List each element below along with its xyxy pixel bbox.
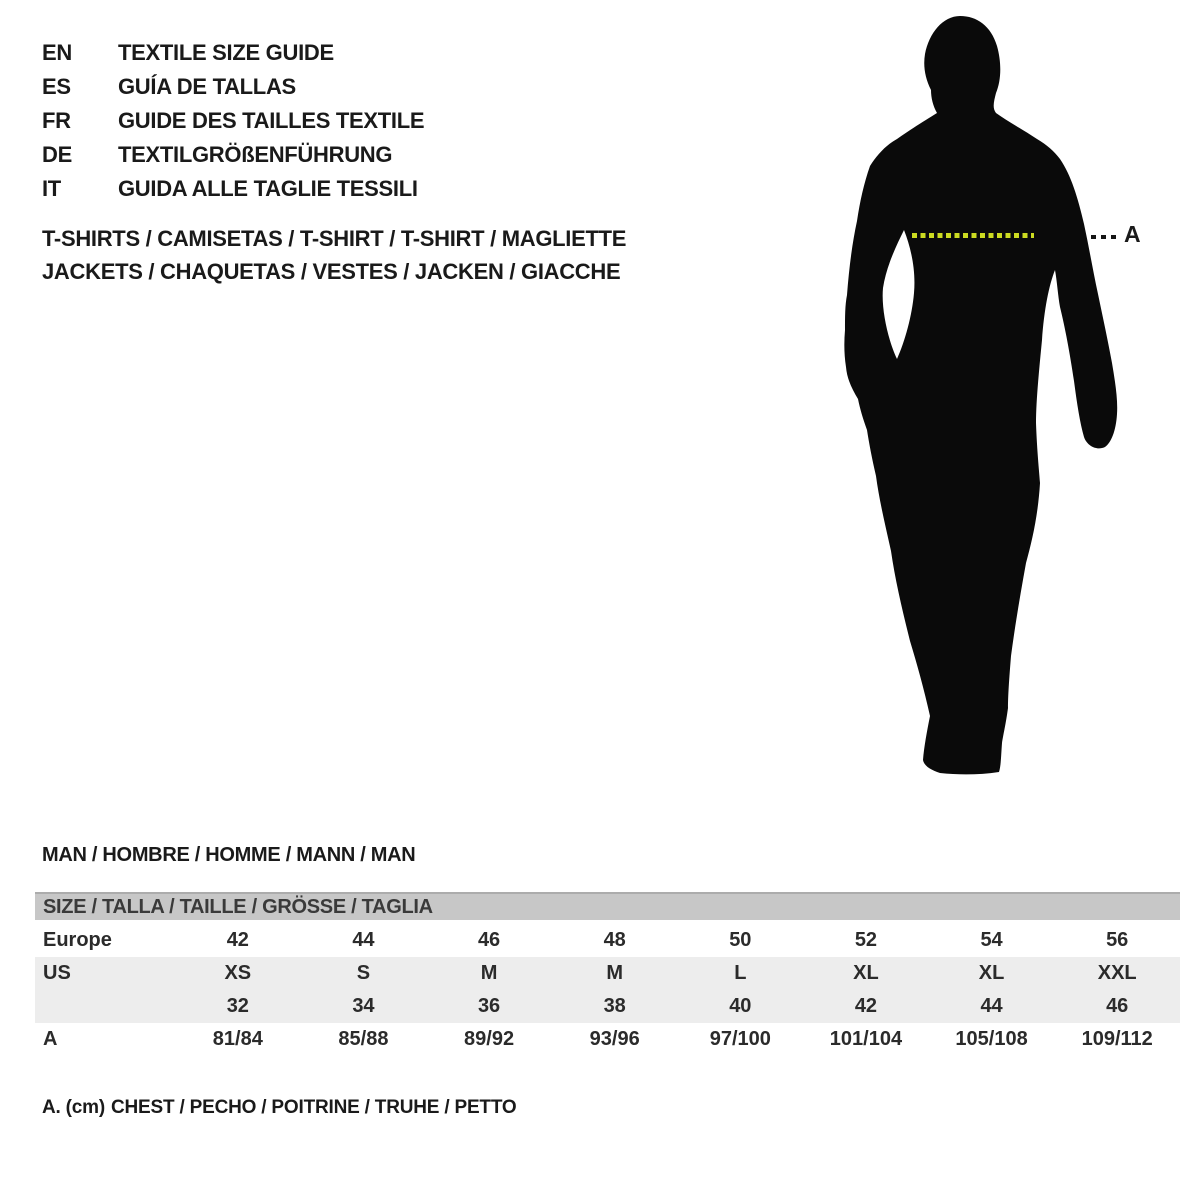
measure-label-a: A (1124, 221, 1141, 247)
language-row (42, 172, 424, 206)
language-code: IT (42, 176, 61, 201)
table-cell: 105/108 (955, 1028, 1028, 1050)
size-table (35, 892, 1180, 1056)
table-cell: 81/84 (212, 1028, 263, 1050)
table-cell: 32 (226, 995, 249, 1017)
language-row (42, 70, 424, 104)
table-cell: 44 (980, 995, 1003, 1017)
language-row (42, 138, 424, 172)
size-table-body (35, 924, 1180, 1056)
table-cell: 85/88 (338, 1028, 389, 1050)
language-row (42, 36, 424, 70)
table-cell: 52 (854, 929, 878, 951)
table-cell: 42 (854, 995, 878, 1017)
table-row-numeric (35, 990, 1180, 1023)
section-title-man: MAN / HOMBRE / HOMME / MANN / MAN (42, 844, 416, 866)
language-title: TEXTILE SIZE GUIDE (118, 40, 334, 65)
table-cell: 97/100 (709, 1028, 771, 1050)
table-cell: S (356, 962, 371, 984)
table-band (35, 957, 1180, 1023)
table-cell: 34 (352, 995, 375, 1017)
table-cell: 93/96 (589, 1028, 640, 1050)
table-cell: 42 (226, 929, 249, 951)
size-table-header-label: SIZE / TALLA / TAILLE / GRÖSSE / TAGLIA (43, 895, 433, 918)
table-row-europe (35, 924, 1180, 957)
category-line-tshirts: T-SHIRTS / CAMISETAS / T-SHIRT / T-SHIRT / MAGLIETTE (42, 226, 627, 251)
table-cell: 48 (603, 929, 626, 951)
table-cell: 101/104 (829, 1028, 903, 1050)
size-table-header (35, 892, 1180, 920)
table-cell: 40 (729, 995, 752, 1017)
language-title: TEXTILGRÖßENFÜHRUNG (118, 142, 393, 167)
table-cell: 44 (352, 929, 375, 951)
table-cell: XL (853, 962, 879, 984)
table-row-chest-a (35, 1023, 1180, 1056)
row-label: US (43, 962, 71, 984)
measure-callout-dashes (1091, 235, 1121, 239)
language-code: FR (42, 108, 71, 133)
table-cell: 46 (1106, 995, 1129, 1017)
footnote-prefix: A. (cm) (42, 1097, 105, 1118)
row-label: A (43, 1028, 58, 1050)
language-code: DE (42, 142, 72, 167)
table-cell: 38 (603, 995, 626, 1017)
table-cell: XXL (1097, 962, 1137, 984)
row-label: Europe (43, 929, 112, 951)
garment-categories (42, 222, 626, 288)
table-cell: XL (978, 962, 1005, 984)
man-silhouette-image (840, 10, 1120, 790)
language-code: EN (42, 40, 72, 65)
table-cell: 54 (980, 929, 1003, 951)
table-cell: 36 (477, 995, 501, 1017)
language-code: ES (42, 74, 71, 99)
table-cell: 89/92 (464, 1028, 515, 1050)
language-row (42, 104, 424, 138)
language-title: GUÍA DE TALLAS (118, 74, 296, 99)
category-line-jackets: JACKETS / CHAQUETAS / VESTES / JACKEN / GIACCHE (42, 259, 621, 284)
table-cell: L (734, 962, 747, 984)
language-list (42, 36, 424, 206)
table-cell: 50 (729, 929, 752, 951)
table-cell: M (606, 962, 624, 984)
footnote-text: CHEST / PECHO / POITRINE / TRUHE / PETTO (111, 1097, 517, 1118)
table-cell: XS (224, 962, 252, 984)
language-title: GUIDE DES TAILLES TEXTILE (118, 108, 425, 133)
table-cell: 46 (477, 929, 501, 951)
measure-footnote (42, 1097, 516, 1119)
table-row-us (35, 957, 1180, 990)
table-cell: 109/112 (1081, 1028, 1153, 1050)
table-cell: M (480, 962, 498, 984)
language-title: GUIDA ALLE TAGLIE TESSILI (118, 176, 418, 201)
chest-measure-dotted-line (912, 233, 1034, 238)
table-cell: 56 (1106, 929, 1129, 951)
